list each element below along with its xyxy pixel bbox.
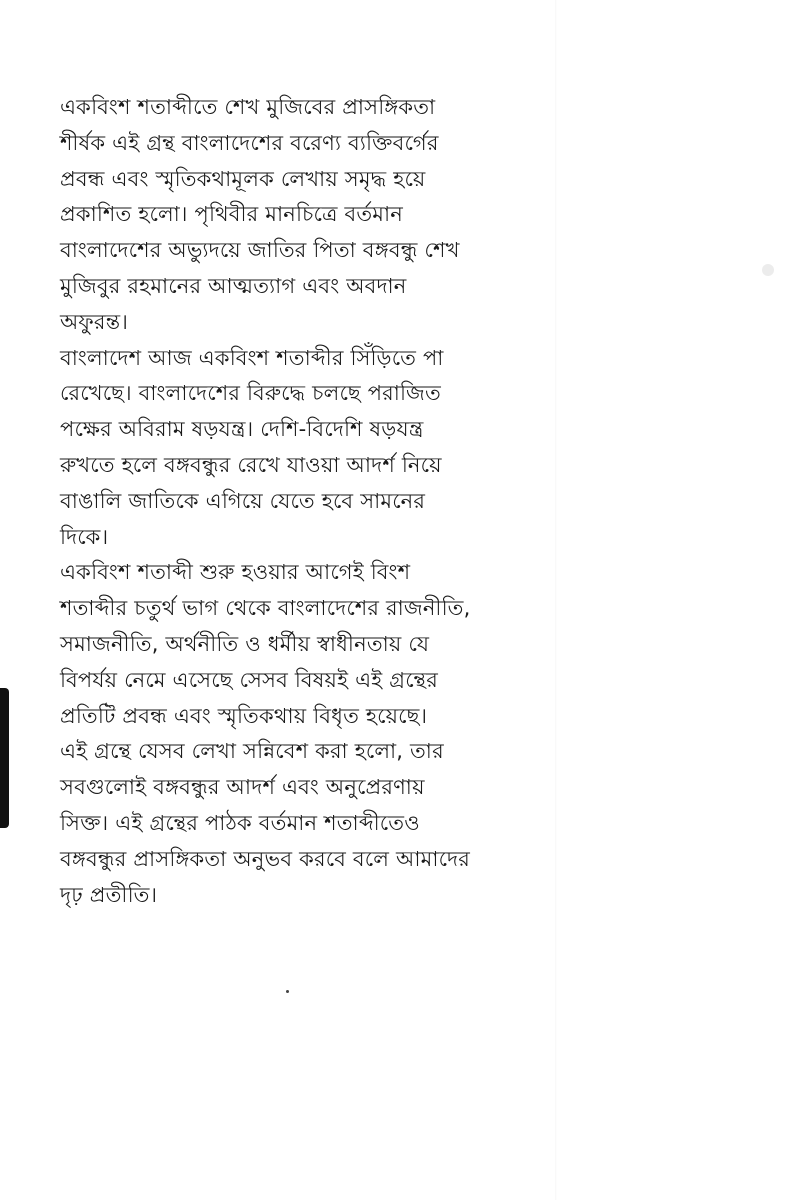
blurb-text	[60, 90, 720, 913]
text-line: বিপর্যয় নেমে এসেছে সেসব বিষয়ই এই গ্রন্থের	[60, 667, 439, 692]
text-line: দিকে।	[60, 524, 109, 549]
text-line: মুজিবুর রহমানের আত্মত্যাগ এবং অবদান	[60, 273, 407, 298]
text-line: সিক্ত। এই গ্রন্থের পাঠক বর্তমান শতাব্দীতেও	[60, 810, 420, 835]
scan-smudge	[762, 264, 774, 276]
text-line: প্রবন্ধ এবং স্মৃতিকথামূলক লেখায় সমৃদ্ধ হয়ে	[60, 166, 426, 191]
scan-speck	[286, 990, 289, 993]
paragraph-1	[60, 90, 720, 341]
text-line: পক্ষের অবিরাম ষড়যন্ত্র। দেশি-বিদেশি ষড়যন্ত্র	[60, 417, 424, 442]
text-line: অফুরন্ত।	[60, 309, 129, 334]
text-line: রেখেছে। বাংলাদেশের বিরুদ্ধে চলছে পরাজিত	[60, 381, 441, 406]
text-line: বাঙালি জাতিকে এগিয়ে যেতে হবে সামনের	[60, 488, 426, 513]
text-line: রুখতে হলে বঙ্গবন্ধুর রেখে যাওয়া আদর্শ নিয়ে	[60, 452, 442, 477]
text-line: বাংলাদেশের অভ্যুদয়ে জাতির পিতা বঙ্গবন্ধু শেখ	[60, 238, 460, 263]
text-line: একবিংশ শতাব্দী শুরু হওয়ার আগেই বিংশ	[60, 560, 411, 585]
text-line: শীর্ষক এই গ্রন্থ বাংলাদেশের বরেণ্য ব্যক্তিবর্গের	[60, 130, 439, 155]
text-line: বাংলাদেশ আজ একবিংশ শতাব্দীর সিঁড়িতে পা	[60, 345, 444, 370]
text-line: সবগুলোই বঙ্গবন্ধুর আদর্শ এবং অনুপ্রেরণায়	[60, 775, 425, 800]
binding-edge-mark	[0, 688, 9, 828]
text-line: প্রতিটি প্রবন্ধ এবং স্মৃতিকথায় বিধৃত হয়েছে।	[60, 703, 428, 728]
text-line: এই গ্রন্থে যেসব লেখা সন্নিবেশ করা হলো, তার	[60, 739, 444, 764]
paragraph-3	[60, 555, 720, 913]
text-line: একবিংশ শতাব্দীতে শেখ মুজিবের প্রাসঙ্গিকতা	[60, 95, 436, 119]
text-line: দৃঢ় প্রতীতি।	[60, 882, 158, 907]
paragraph-2	[60, 341, 720, 556]
text-line: সমাজনীতি, অর্থনীতি ও ধর্মীয় স্বাধীনতায় যে	[60, 631, 430, 656]
text-line: শতাব্দীর চতুর্থ ভাগ থেকে বাংলাদেশের রাজনীতি,	[60, 596, 471, 621]
text-line: প্রকাশিত হলো। পৃথিবীর মানচিত্রে বর্তমান	[60, 202, 403, 227]
text-line: বঙ্গবন্ধুর প্রাসঙ্গিকতা অনুভব করবে বলে আমাদের	[60, 846, 471, 871]
